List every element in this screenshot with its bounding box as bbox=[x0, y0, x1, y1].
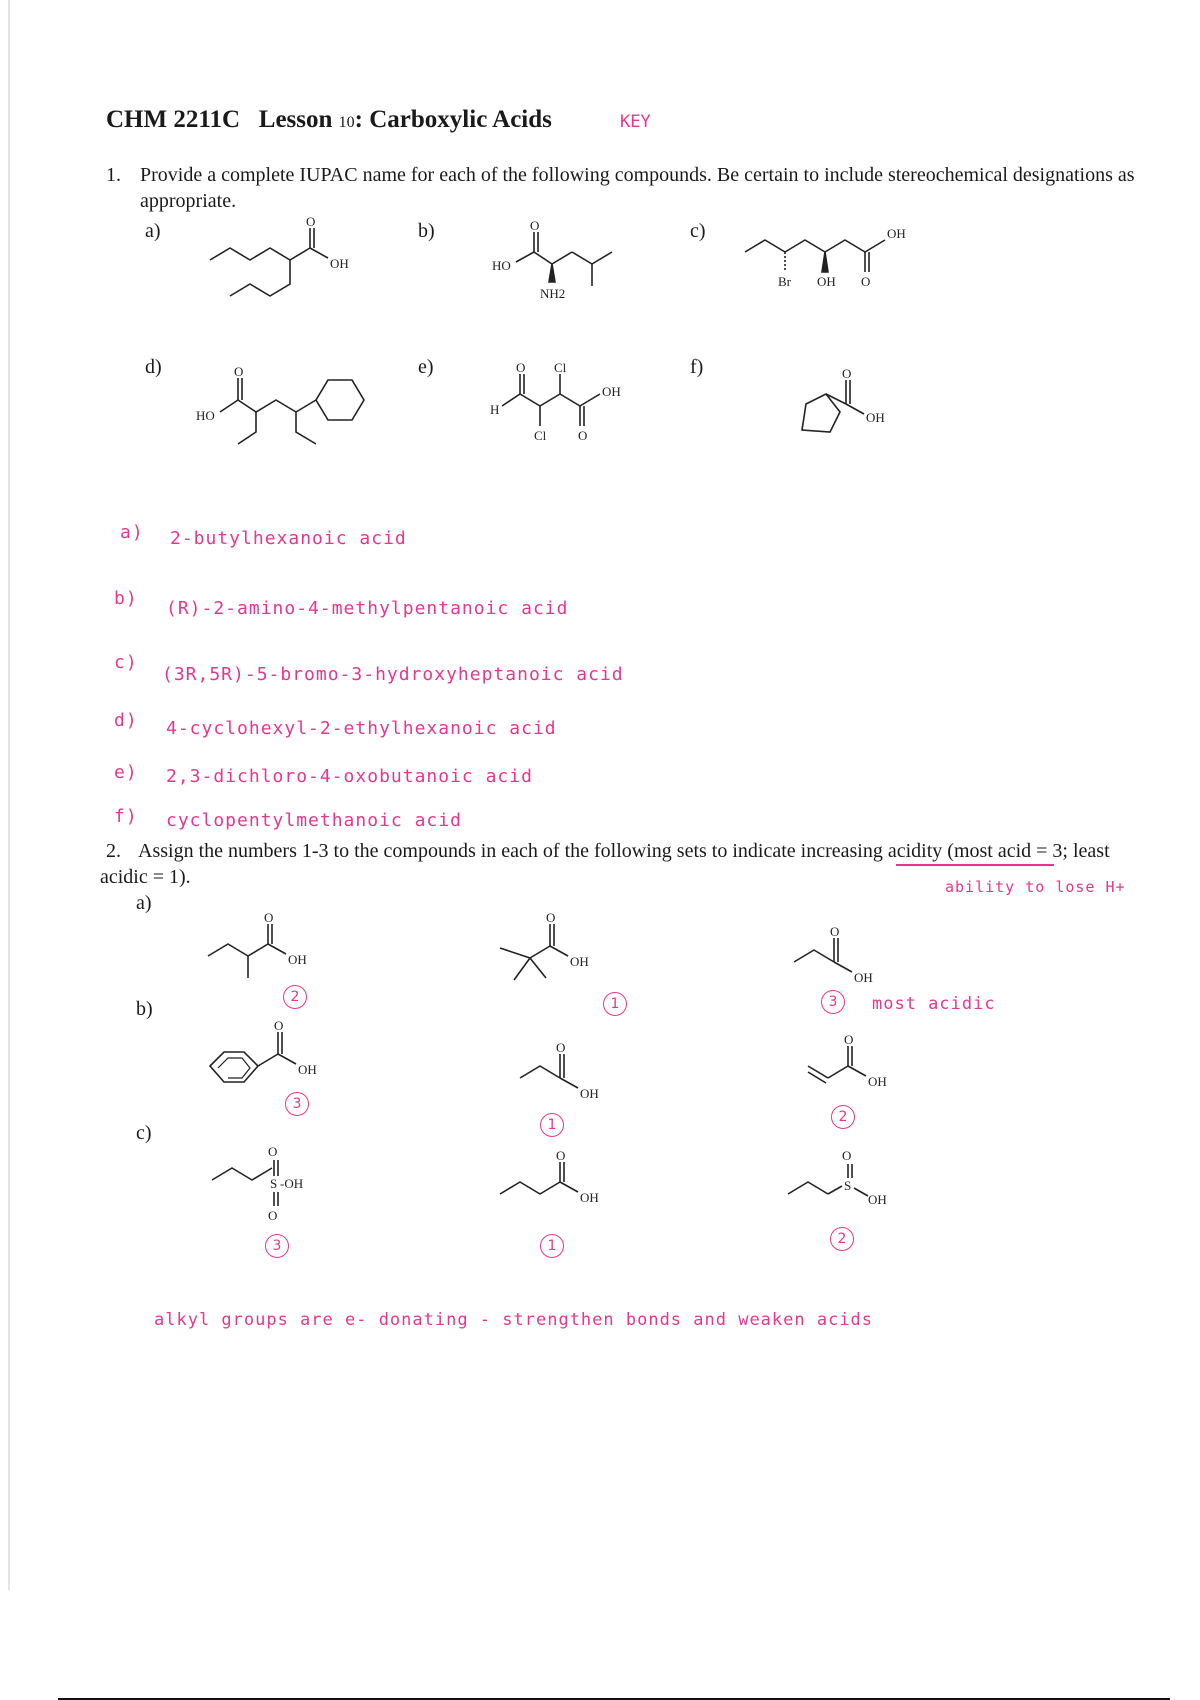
oh-label: OH bbox=[887, 226, 906, 241]
carbonyl-o: O bbox=[516, 360, 526, 375]
carbonyl-o: O bbox=[842, 366, 852, 381]
ho-label: HO bbox=[492, 258, 511, 273]
structure-1e bbox=[490, 362, 640, 462]
carbonyl-o: O bbox=[830, 924, 840, 939]
oh-label: OH bbox=[580, 1190, 599, 1205]
emphasis-underline bbox=[896, 864, 1054, 866]
carbonyl-o: O bbox=[844, 1032, 854, 1047]
sulfonyl-o-bottom: O bbox=[268, 1208, 278, 1223]
scan-edge bbox=[8, 0, 10, 1590]
structure-2b-2 bbox=[520, 1040, 630, 1114]
oh-label: OH bbox=[330, 256, 349, 271]
carbonyl-o: O bbox=[234, 364, 244, 379]
structure-2a-2 bbox=[500, 910, 630, 1000]
q1-label-b: b) bbox=[418, 220, 435, 242]
structure-2b-1 bbox=[206, 1018, 336, 1116]
structure-2c-2 bbox=[500, 1148, 630, 1228]
carbonyl-o-2: O bbox=[578, 428, 588, 443]
oh-label: OH bbox=[602, 384, 621, 399]
br-label: Br bbox=[778, 274, 791, 289]
structure-2b-3 bbox=[808, 1032, 918, 1110]
oh-label: OH bbox=[854, 970, 873, 985]
rank-2b-1: 3 bbox=[285, 1092, 309, 1116]
rank-2c-2: 1 bbox=[540, 1234, 564, 1258]
oh-label: OH bbox=[866, 410, 885, 425]
answer-d: 4-cyclohexyl-2-ethylhexanoic acid bbox=[166, 718, 557, 739]
q1-label-d: d) bbox=[145, 356, 162, 378]
rank-2b-2: 1 bbox=[540, 1113, 564, 1137]
side-note: ability to lose H+ bbox=[945, 878, 1126, 896]
q2-label-c: c) bbox=[136, 1122, 152, 1144]
oh-label-2: OH bbox=[817, 274, 836, 289]
q2-text-emph: increasing acidity bbox=[800, 840, 943, 862]
footer-note: alkyl groups are e- donating - strengthen bonds and weaken acids bbox=[154, 1310, 874, 1330]
answer-e-label: e) bbox=[114, 762, 138, 783]
carbonyl-o: O bbox=[546, 910, 556, 925]
rank-2a-2: 1 bbox=[603, 992, 627, 1016]
structure-1d bbox=[196, 356, 396, 456]
structure-1a bbox=[210, 214, 380, 322]
h-label: H bbox=[490, 402, 500, 417]
q2-text-after: (most acid = 3; least acidic = 1). bbox=[100, 840, 1110, 888]
lesson-title: : Carboxylic Acids bbox=[354, 106, 552, 133]
q1-label-f: f) bbox=[690, 356, 704, 378]
structure-2a-1 bbox=[208, 910, 338, 1000]
answer-b-label: b) bbox=[114, 588, 138, 609]
carbonyl-o: O bbox=[264, 910, 274, 925]
answer-f-label: f) bbox=[114, 806, 138, 827]
answer-a-label: a) bbox=[120, 522, 144, 543]
course-code: CHM 2211C bbox=[106, 106, 241, 133]
answer-b: (R)-2-amino-4-methylpentanoic acid bbox=[166, 598, 569, 619]
oh-label: OH bbox=[570, 954, 589, 969]
ho-label: HO bbox=[196, 408, 215, 423]
most-acidic-note: most acidic bbox=[872, 994, 996, 1014]
rank-2c-1: 3 bbox=[265, 1234, 289, 1258]
oh-label: OH bbox=[868, 1192, 887, 1207]
cl-label: Cl bbox=[554, 360, 567, 375]
answer-c: (3R,5R)-5-bromo-3-hydroxyheptanoic acid bbox=[162, 664, 624, 685]
q2-label-b: b) bbox=[136, 998, 153, 1020]
rank-2a-3: 3 bbox=[821, 990, 845, 1014]
carbonyl-o: O bbox=[556, 1040, 566, 1055]
lesson-label: Lesson bbox=[258, 106, 333, 133]
cl-label-2: Cl bbox=[534, 428, 547, 443]
sulfur-label: S bbox=[270, 1176, 278, 1191]
sulfonyl-o-top: O bbox=[268, 1144, 278, 1159]
nh2-label: NH2 bbox=[540, 286, 566, 301]
rank-2c-3: 2 bbox=[830, 1227, 854, 1251]
carbonyl-o: O bbox=[556, 1148, 566, 1163]
lesson-number: 10 bbox=[338, 114, 355, 131]
q1-label-c: c) bbox=[690, 220, 706, 242]
answer-f: cyclopentylmethanoic acid bbox=[166, 810, 462, 831]
q1-number: 1. bbox=[106, 164, 121, 186]
answer-e: 2,3-dichloro-4-oxobutanoic acid bbox=[166, 766, 533, 787]
structure-2c-3 bbox=[788, 1148, 918, 1228]
sulfonic-oh: -OH bbox=[280, 1176, 304, 1191]
structure-1f bbox=[788, 366, 908, 460]
carbonyl-o: O bbox=[861, 274, 871, 289]
answer-d-label: d) bbox=[114, 710, 138, 731]
oh-label: OH bbox=[298, 1062, 317, 1077]
q2-label-a: a) bbox=[136, 892, 152, 914]
q1-label-e: e) bbox=[418, 356, 434, 378]
q2-number: 2. bbox=[106, 840, 121, 862]
q2-text-before: Assign the numbers 1-3 to the compounds in each of the following sets to indicate bbox=[138, 840, 801, 862]
oh-label: OH bbox=[580, 1086, 599, 1101]
structure-2a-3 bbox=[794, 924, 904, 998]
carbonyl-o: O bbox=[530, 218, 540, 233]
carbonyl-o: O bbox=[306, 214, 316, 229]
answer-a: 2-butylhexanoic acid bbox=[170, 528, 407, 549]
oh-label: OH bbox=[288, 952, 307, 967]
sulfinyl-o: O bbox=[842, 1148, 852, 1163]
page-title bbox=[106, 106, 552, 134]
oh-label: OH bbox=[868, 1074, 887, 1089]
structure-1c bbox=[745, 228, 935, 308]
key-note: KEY bbox=[620, 112, 651, 132]
answer-c-label: c) bbox=[114, 652, 138, 673]
structure-2c-1 bbox=[212, 1144, 342, 1238]
rank-2a-1: 2 bbox=[283, 985, 307, 1009]
sulfur-label: S bbox=[844, 1178, 852, 1193]
rank-2b-3: 2 bbox=[831, 1105, 855, 1129]
q1-text: Provide a complete IUPAC name for each of the following compounds. Be certain to include stereochemical designations as appropriate. bbox=[140, 164, 1135, 212]
carbonyl-o: O bbox=[274, 1018, 284, 1033]
q1-label-a: a) bbox=[145, 220, 161, 242]
structure-1b bbox=[492, 218, 642, 322]
